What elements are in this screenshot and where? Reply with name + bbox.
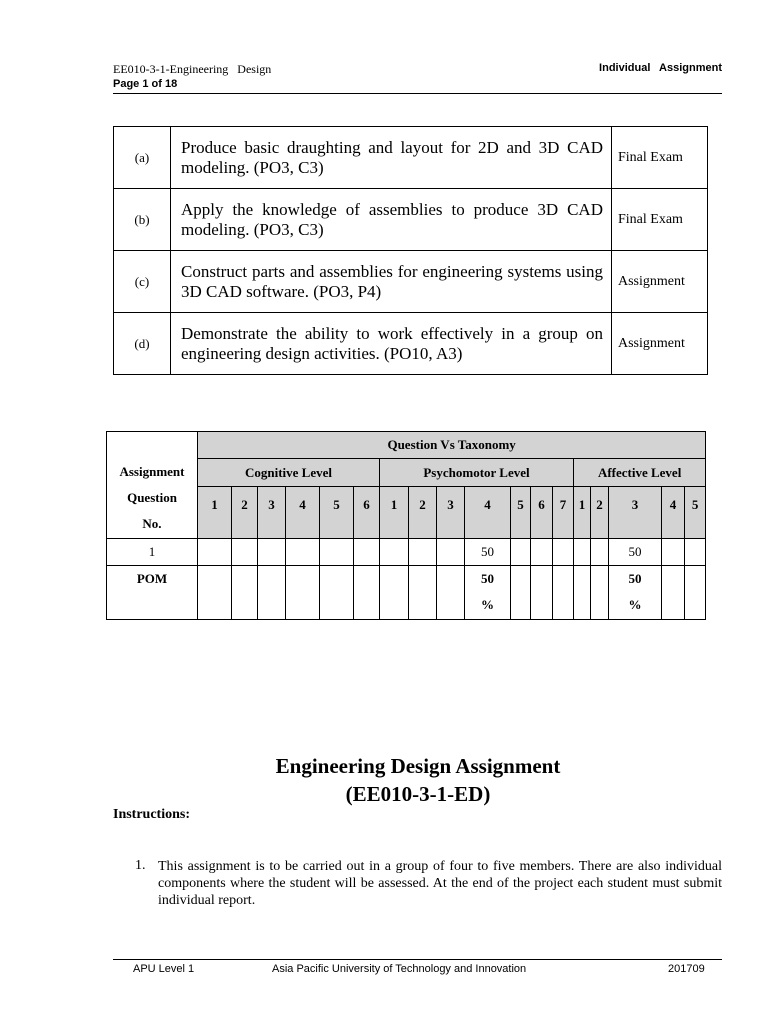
table-row: [114, 313, 708, 375]
pom-affective-unit: %: [628, 597, 642, 612]
outcome-text: Produce basic draughting and layout for 2D and 3D CAD modeling. (PO3, C3): [171, 127, 612, 189]
level-col: 3: [609, 487, 662, 539]
level-col: 6: [531, 487, 553, 539]
table-row: [107, 539, 706, 566]
footer-level: APU Level 1: [133, 963, 195, 975]
level-col: 7: [553, 487, 574, 539]
outcome-assessment: Assignment: [612, 251, 708, 313]
row-header-line3: No.: [142, 516, 162, 531]
footer-university: Asia Pacific University of Technology and Innovation: [272, 963, 527, 975]
outcome-assessment: Final Exam: [612, 127, 708, 189]
level-col: 5: [685, 487, 706, 539]
outcome-label: (a): [114, 127, 171, 189]
level-col: 4: [286, 487, 320, 539]
outcome-text: Apply the knowledge of assemblies to produce 3D CAD modeling. (PO3, C3): [171, 189, 612, 251]
pom-affective-value: [609, 566, 662, 620]
instructions-heading: Instructions:: [113, 807, 191, 822]
group-affective: Affective Level: [574, 459, 706, 487]
instruction-number: 1.: [135, 858, 146, 873]
level-col: 2: [232, 487, 258, 539]
course-code: EE010-3-1-Engineering Design: [113, 62, 272, 76]
table-row: [107, 566, 706, 620]
group-psychomotor: Psychomotor Level: [380, 459, 574, 487]
row-header-cell: [107, 432, 198, 539]
outcome-text: Construct parts and assemblies for engineering systems using 3D CAD software. (PO3, P4): [171, 251, 612, 313]
level-col: 1: [198, 487, 232, 539]
pom-psychomotor-unit: %: [481, 597, 494, 612]
psychomotor-4-value: 50: [465, 539, 511, 566]
pom-psychomotor-value: [465, 566, 511, 620]
level-col: 1: [380, 487, 409, 539]
level-col: 3: [258, 487, 286, 539]
level-col: 4: [662, 487, 685, 539]
instruction-text: This assignment is to be carried out in a group of four to five members. There are also individual components where the student will be assessed. At the end of the project each student must submit individual report.: [158, 859, 722, 908]
row-header-line2: Question: [127, 490, 177, 505]
affective-3-value: 50: [609, 539, 662, 566]
table-row: [114, 189, 708, 251]
document-code: (EE010-3-1-ED): [345, 782, 491, 806]
pom-affective-number: 50: [628, 571, 642, 586]
table-row: [107, 432, 706, 459]
footer-date: 201709: [668, 963, 705, 975]
learning-outcomes-table: [113, 126, 708, 375]
outcome-label: (d): [114, 313, 171, 375]
outcome-label: (c): [114, 251, 171, 313]
level-col: 3: [437, 487, 465, 539]
level-col: 2: [591, 487, 609, 539]
page-number: Page 1 of 18: [113, 78, 178, 90]
footer-rule: [113, 959, 722, 960]
level-col: 5: [320, 487, 354, 539]
level-col: 4: [465, 487, 511, 539]
outcome-label: (b): [114, 189, 171, 251]
taxonomy-table: [106, 431, 706, 620]
taxonomy-title: Question Vs Taxonomy: [198, 432, 706, 459]
level-col: 2: [409, 487, 437, 539]
outcome-text: Demonstrate the ability to work effectively in a group on engineering design activities. (PO10, A3): [171, 313, 612, 375]
assignment-type: Individual Assignment: [599, 62, 722, 74]
pom-psychomotor-number: 50: [481, 571, 494, 586]
table-row: [114, 251, 708, 313]
outcome-assessment: Final Exam: [612, 189, 708, 251]
level-col: 5: [511, 487, 531, 539]
header-rule: [113, 93, 722, 94]
group-cognitive: Cognitive Level: [198, 459, 380, 487]
level-col: 1: [574, 487, 591, 539]
pom-label: POM: [107, 566, 198, 620]
level-col: 6: [354, 487, 380, 539]
outcome-assessment: Assignment: [612, 313, 708, 375]
table-row: [114, 127, 708, 189]
question-label: 1: [107, 539, 198, 566]
row-header-line1: Assignment: [119, 464, 185, 479]
document-title: Engineering Design Assignment: [275, 754, 561, 778]
